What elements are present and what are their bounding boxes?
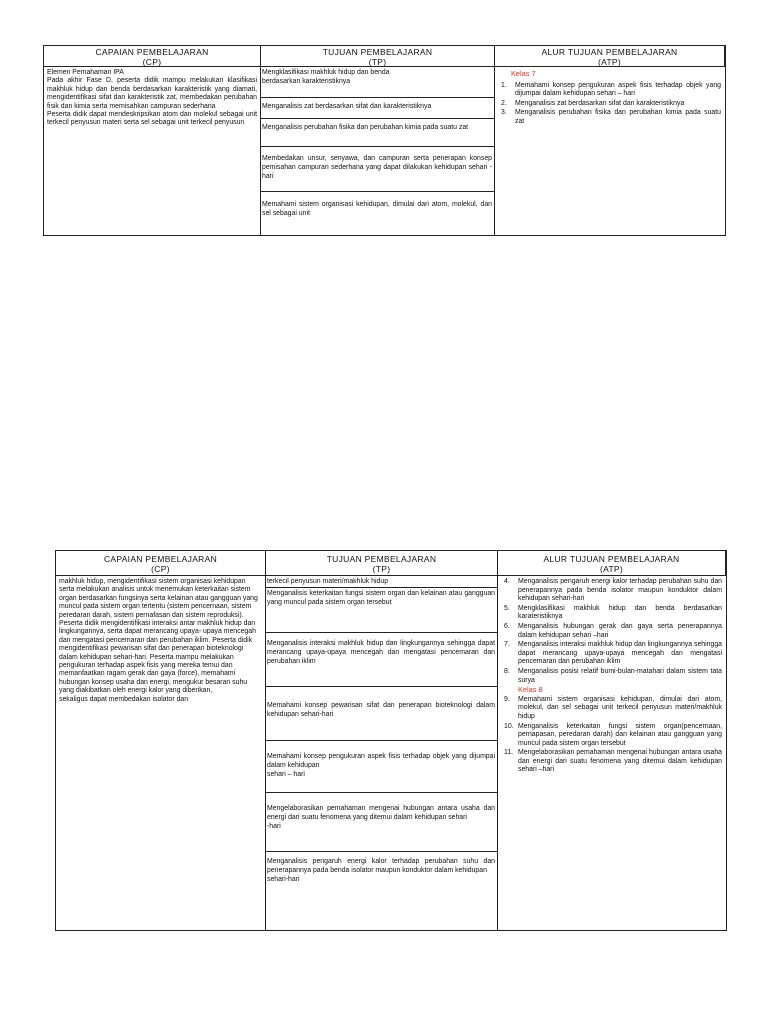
atp-item-number: 2. [501,99,507,107]
tp-cell: Memahami konsep pengukuran aspek fisis terhadap objek yang dijumpai dalam kehidupan sehari – hari [266,741,497,793]
cp-paragraph: Peserta didik dapat mendeskripsikan atom dan molekul sebagai unit terkecil penyusun materi serta sel sebagai unit terkecil penyusun [47,111,257,127]
tp-cell: Mengklasifikasi makhluk hidup dan benda berdasarkan karakteristiknya [261,67,494,98]
atp-list [504,578,722,685]
atp-list [504,696,722,775]
header-tp-title: TUJUAN PEMBELAJARAN [322,47,433,57]
tp-cell: Memahami sistem organisasi kehidupan, dimulai dari atom, molekul, dan sel sebagai unit [262,201,492,217]
header-atp-abbr: (ATP) [597,57,622,67]
tp-cell: terkecil penyusun materi/makhluk hidup [266,576,497,588]
atp-item-text: Mengklasifikasi makhluk hidup dan benda berdasarkan karateristiknya [518,604,722,621]
atp-item-text: Menganalisis keterkaitan fungsi sistem organ(pencernaan, pernapasan, peredaran darah) dan kelainan atau gangguan yang muncul pada sistem organ tersebut [518,722,722,747]
atp-item [504,623,722,640]
atp-item-text: Menganalisis interaksi makhluk hidup dan lingkungannya sehingga dapat merancang upaya-upaya mencegah dan mengatasi pencemaran dan perubahan iklim [518,641,722,666]
header-tp [261,46,495,67]
table-page-2 [55,550,727,931]
tp-cell: Menganalisis perubahan fisika dan perubahan kimia pada suatu zat [261,119,494,147]
atp-item [504,749,722,775]
atp-item [504,723,722,749]
tp-column [266,576,498,930]
header-cp-abbr: (CP) [142,57,162,67]
atp-item [501,109,721,126]
atp-item-number: 9. [504,695,510,703]
atp-item [504,605,722,622]
atp-column [495,67,725,235]
cp-paragraph: makhluk hidup, mengidentifikasi sistem organisasi kehidupan serta melakukan analisis untuk menemukan keterkaitan sistem organ berdasarkan fungsinya serta kelainan atau gangguan yang muncul pada sistem organ tertentu (sistem pencernaan, sistem peredaran darah, sistem pernafasan dan sistem reproduksi). Peserta didik mengidentifikasi interaksi antar makhluk hidup dan lingkungannya, serta dapat merancang upaya- upaya mencegah dan mengatasi pencemaran dan perubahan iklim. Peserta didik mengidentifikasi pewarisan sifat dan penerapan bioteknologi dalam kehidupan sehari-hari. Peserta mampu melakukan pengukuran terhadap aspek fisis yang mereka temui dan memanfaatkan ragam gerak dan gaya (force), memahami hubungan konsep usaha dan energi, mengukur besaran suhu yang diakibatkan oleh energi kalor yang diberikan, sekaligus dapat membedakan isolator dan [59,578,258,703]
atp-item [504,696,722,722]
atp-column [498,576,726,930]
header-atp-title: ALUR TUJUAN PEMBELAJARAN [541,47,678,57]
atp-item-number: 11. [504,749,514,757]
atp-item-number: 8. [504,667,510,675]
atp-list [501,82,721,127]
atp-item-text: Memahami sistem organisasi kehidupan, dimulai dari atom, molekul, dan sel sebagai unit terkecil penyusun materi/makhluk hidup [518,695,722,720]
kelas-label: Kelas 8 [518,685,543,695]
header-atp-abbr: (ATP) [599,564,624,574]
tp-cell: Menganalisis interaksi makhluk hidup dan lingkungannya sehingga dapat merancang upaya-upaya mencegah dan mengatasi pencemaran dan perubahan iklim [266,633,497,687]
atp-item-number: 3. [501,109,507,117]
kelas-label: Kelas 7 [511,69,536,78]
table-page-1 [43,45,726,236]
atp-item-text: Mengelaborasikan pemahaman mengenai hubungan antara usaha dan energi dari suatu fenomena yang ditemui dalam kehidupan sehari –hari [518,749,722,774]
atp-item-number: 1. [501,81,507,89]
header-cp [56,551,266,576]
cp-paragraph: Pada akhir Fase D, peserta didik mampu melakukan klasifikasi makhluk hidup dan benda berdasarkan karakteristik yang diamati, mengidentifikasi sifat dan karakteristik zat, membedakan perubahan fisik dan kimia serta memisahkan campuran sederhana [47,77,257,110]
tp-cell: Menganalisis pengaruh energi kalor terhadap perubahan suhu dan penerapannya pada benda isolator maupun konduktor dalam kehidupan sehari-hari [267,858,495,883]
header-cp-title: CAPAIAN PEMBELAJARAN [103,554,218,564]
atp-item [501,82,721,99]
atp-item-text: Menganalisis posisi relatif bumi-bulan-matahari dalam sistem tata surya [518,667,722,684]
atp-item-number: 10. [504,722,514,730]
atp-item-text: Memahami konsep pengukuran aspek fisis terhadap objek yang dijumpai dalam kehidupan sehari – hari [515,81,721,98]
atp-item [501,100,721,109]
atp-item-text: Menganalisis hubungan gerak dan gaya serta penerapannya dalam kehidupan sehari –hari [518,622,722,639]
header-cp-title: CAPAIAN PEMBELAJARAN [95,47,209,57]
tp-cell: Menganalisis keterkaitan fungsi sistem organ dan kelainan atau gangguan yang muncul pada sistem organ tersebut [266,588,497,633]
atp-item-text: Menganalisis perubahan fisika dan perubahan kimia pada suatu zat [515,109,721,125]
header-cp [44,46,261,67]
tp-column [261,67,495,235]
atp-item-number: 7. [504,641,510,649]
header-tp-abbr: (TP) [372,564,391,574]
cp-column [44,67,261,235]
cp-column [56,576,266,930]
header-tp-abbr: (TP) [368,57,387,67]
tp-cell: Membedakan unsur, senyawa, dan campuran serta penerapan konsep pemisahan campuran sederhana yang dapat dilakukan kehidupan sehari - hari [261,147,494,192]
atp-item [504,641,722,667]
header-cp-abbr: (CP) [151,564,170,574]
atp-item-number: 6. [504,622,510,630]
header-tp [266,551,498,576]
atp-item [504,668,722,685]
tp-cell: Menganalisis zat berdasarkan sifat dan karakteristiknya [261,98,494,119]
atp-item-text: Menganalisis zat berdasarkan sifat dan karakteristiknya [515,99,685,107]
cp-element-title: Elemen Pemahaman IPA [47,69,124,76]
atp-item [504,578,722,604]
tp-cell: Mengelaborasikan pemahaman mengenai hubungan antara usaha dan energi dari suatu fenomena yang ditemui dalam kehidupan sehari -hari [266,793,497,852]
atp-item-number: 5. [504,604,510,612]
tp-cell: Memahami konsep pewarisan sifat dan penerapan bioteknologi dalam kehidupan sehari-hari [266,687,497,741]
header-atp-title: ALUR TUJUAN PEMBELAJARAN [543,554,680,564]
atp-item-number: 4. [504,578,510,585]
header-tp-title: TUJUAN PEMBELAJARAN [326,554,437,564]
atp-item-text: Menganalisis pengaruh energi kalor terhadap perubahan suhu dan penerapannya pada benda isolator maupun konduktor dalam kehidupan sehari-hari [518,578,722,603]
header-atp [495,46,725,67]
header-atp [498,551,726,576]
